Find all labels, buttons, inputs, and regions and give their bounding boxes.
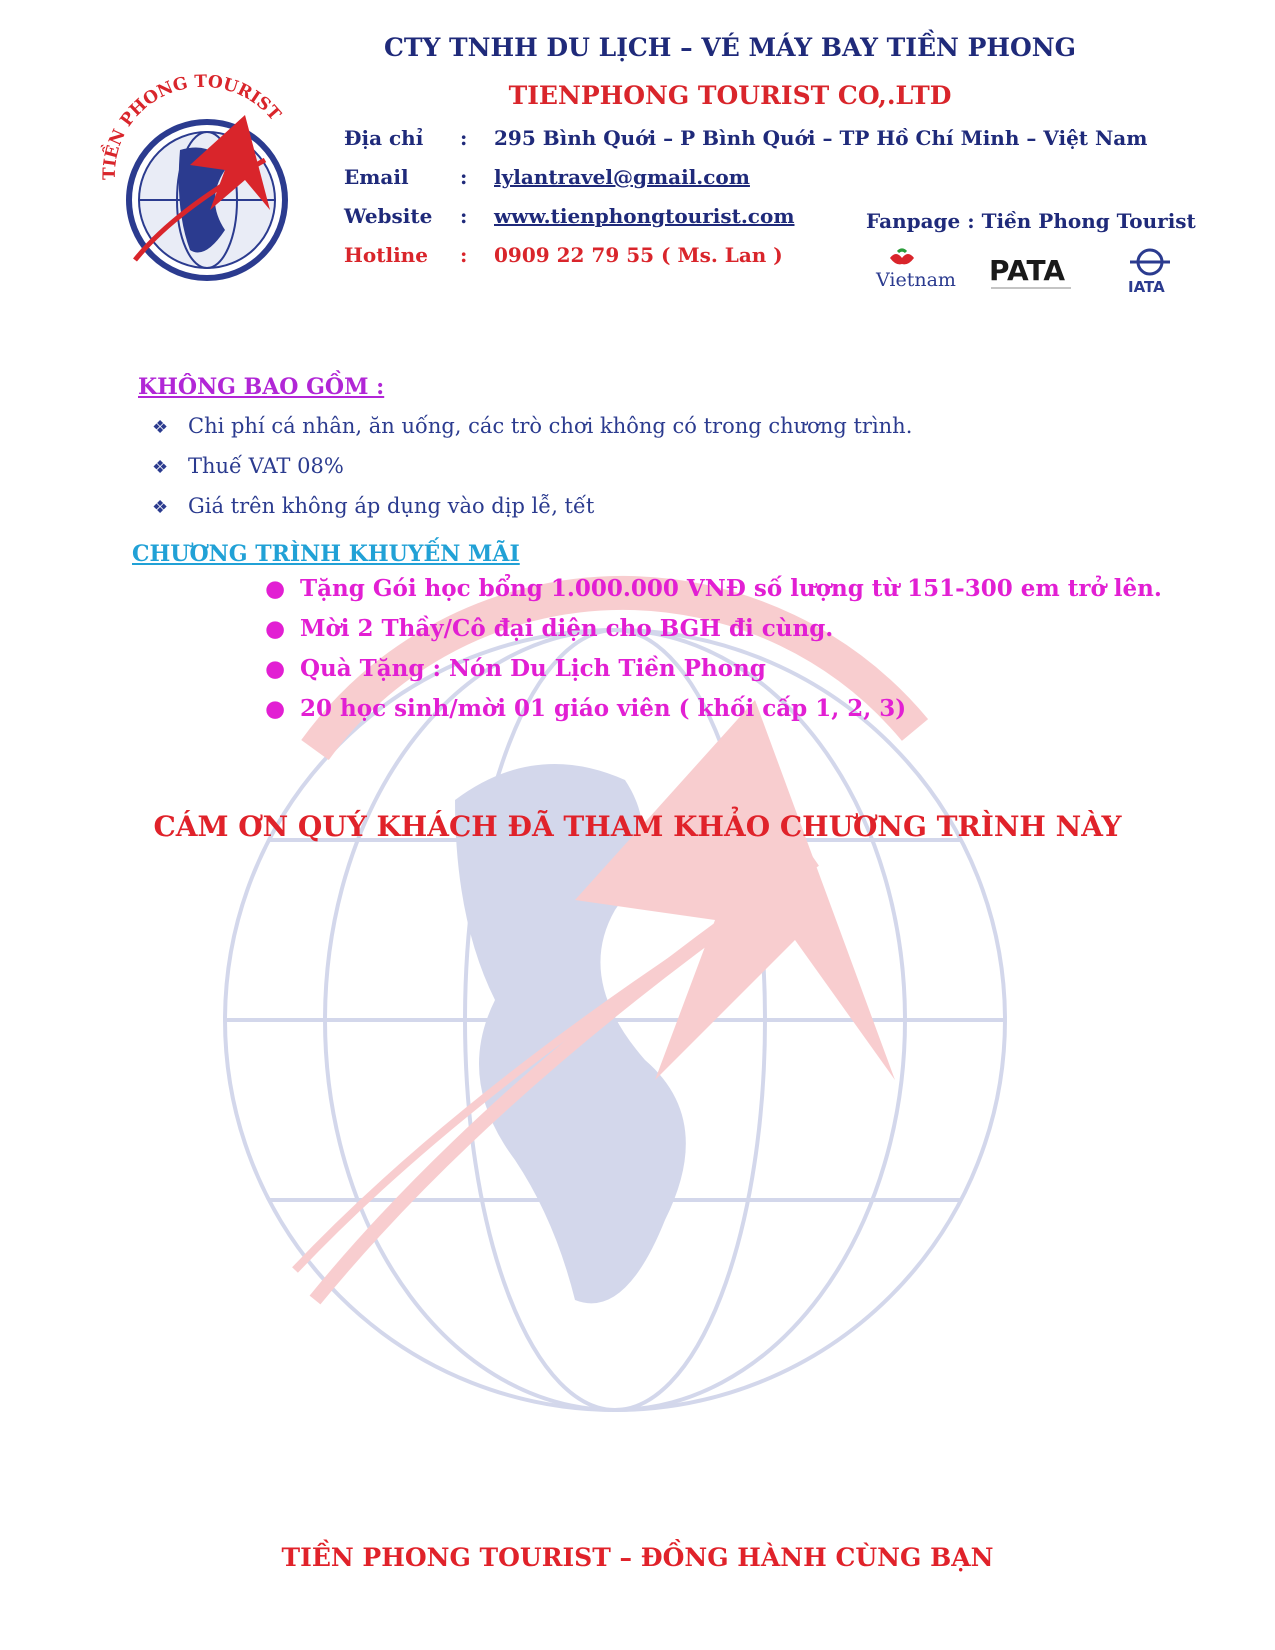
list-item: ❖ Chi phí cá nhân, ăn uống, các trò chơi không có trong chương trình.: [152, 414, 913, 438]
list-item: ❖ Thuế VAT 08%: [152, 454, 344, 478]
exclusions-title: KHÔNG BAO GỒM :: [138, 374, 385, 400]
company-logo-icon: [95, 60, 310, 290]
bullet-icon: ●: [265, 695, 286, 722]
website-colon: :: [460, 204, 468, 228]
bullet-icon: ●: [265, 655, 286, 682]
hotline-colon: :: [460, 243, 468, 267]
list-item: ● 20 học sinh/mời 01 giáo viên ( khối cấp 1, 2, 3): [265, 695, 907, 722]
list-item: ❖ Giá trên không áp dụng vào dịp lễ, tết: [152, 494, 595, 518]
bullet-icon: ●: [265, 615, 286, 642]
website-label: Website: [344, 204, 433, 228]
hotline-value: 0909 22 79 55 ( Ms. Lan ): [494, 243, 783, 267]
thanks-message: CÁM ƠN QUÝ KHÁCH ĐÃ THAM KHẢO CHƯƠNG TRÌNH NÀY: [153, 810, 1122, 843]
address-colon: :: [460, 126, 468, 150]
email-label: Email: [344, 165, 409, 189]
company-name-en: TIENPHONG TOURIST CO,.LTD: [508, 81, 952, 110]
iata-logo-icon: [1120, 248, 1180, 298]
email-link[interactable]: lylantravel@gmail.com: [494, 165, 750, 189]
logo-text: TIỀN PHONG TOURIST: [99, 71, 285, 181]
diamond-bullet-icon: ❖: [152, 497, 169, 518]
address-label: Địa chỉ: [344, 126, 424, 150]
vietnam-tourism-logo-icon: [870, 248, 960, 298]
list-item: ● Mời 2 Thầy/Cô đại diện cho BGH đi cùng.: [265, 615, 834, 642]
promotion-title: CHƯƠNG TRÌNH KHUYẾN MÃI: [132, 541, 520, 567]
diamond-bullet-icon: ❖: [152, 417, 169, 438]
vietnam-badge-text: Vietnam: [876, 269, 956, 291]
pata-logo-icon: [985, 248, 1077, 298]
diamond-bullet-icon: ❖: [152, 457, 169, 478]
email-colon: :: [460, 165, 468, 189]
iata-badge-text: IATA: [1128, 278, 1165, 296]
hotline-label: Hotline: [344, 243, 428, 267]
fanpage-text: Fanpage : Tiền Phong Tourist: [866, 209, 1196, 233]
address-value: 295 Bình Quới – P Bình Quới – TP Hồ Chí Minh – Việt Nam: [494, 126, 1148, 150]
footer-slogan: TIỀN PHONG TOURIST – ĐỒNG HÀNH CÙNG BẠN: [281, 1543, 994, 1572]
list-item: ● Tặng Gói học bổng 1.000.000 VNĐ số lượng từ 151-300 em trở lên.: [265, 575, 1162, 602]
pata-badge-text: PATA: [989, 254, 1066, 287]
company-name-vi: CTY TNHH DU LỊCH – VÉ MÁY BAY TIỀN PHONG: [383, 33, 1076, 62]
website-link[interactable]: www.tienphongtourist.com: [494, 204, 795, 228]
list-item: ● Quà Tặng : Nón Du Lịch Tiền Phong: [265, 655, 766, 682]
bullet-icon: ●: [265, 575, 286, 602]
